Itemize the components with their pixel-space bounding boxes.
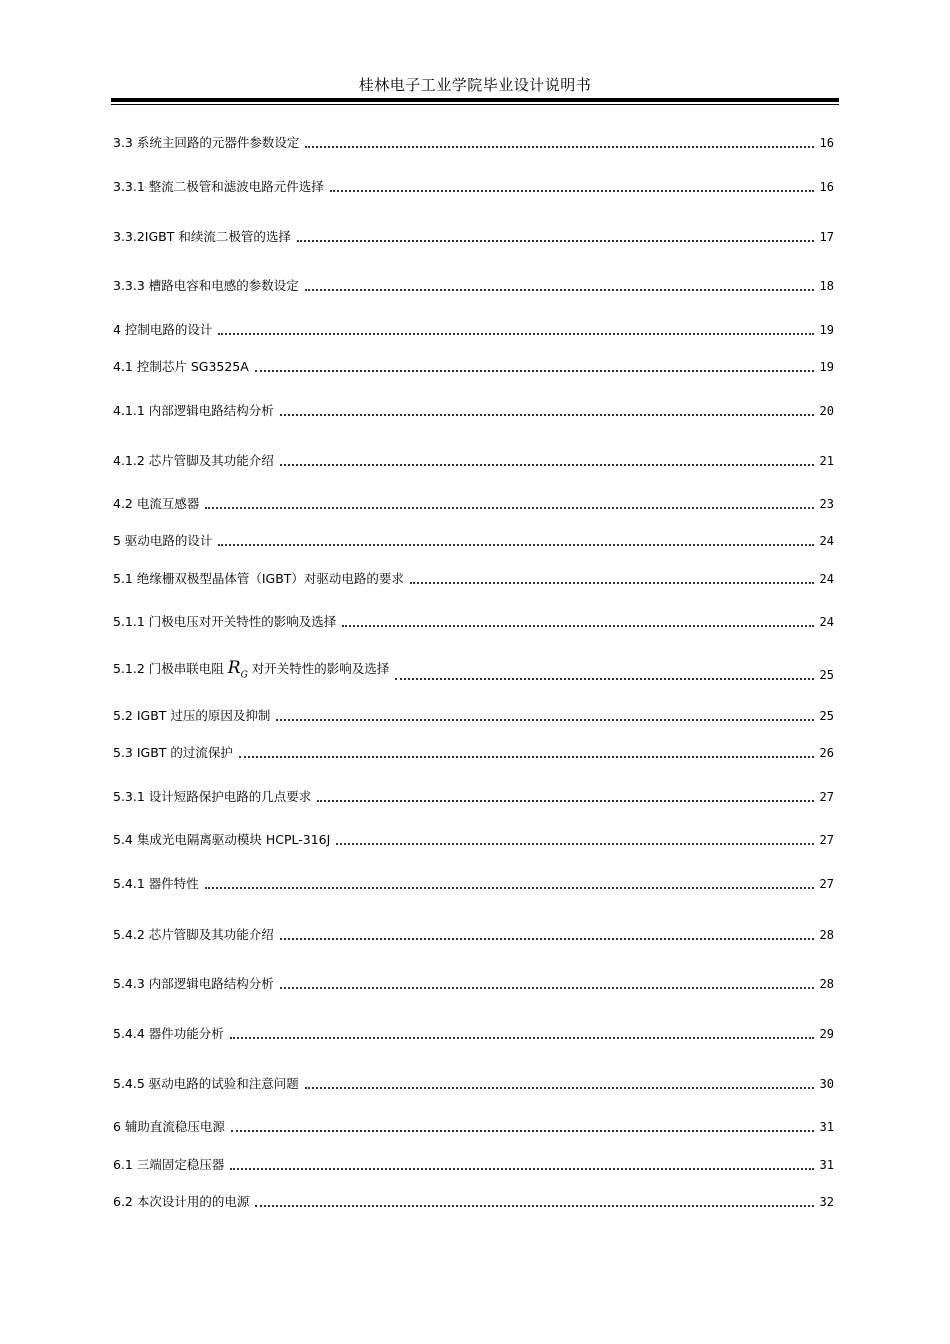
toc-entry[interactable]: [113, 788, 834, 806]
toc-leader-dots: [305, 146, 813, 148]
toc-leader-dots: [231, 1130, 814, 1132]
toc-entry-page: 19: [819, 360, 834, 374]
toc-entry[interactable]: [113, 178, 834, 196]
toc-entry[interactable]: [113, 1075, 834, 1093]
toc-entry-label: 5.3 IGBT 的过流保护: [113, 745, 233, 760]
toc-leader-dots: [317, 800, 813, 802]
toc-entry-label: 4.1.2 芯片管脚及其功能介绍: [113, 453, 274, 468]
toc-entry-page: 31: [819, 1120, 834, 1134]
toc-leader-dots: [410, 582, 814, 584]
toc-entry-label-suffix: 对开关特性的影响及选择: [247, 660, 390, 676]
toc-leader-dots: [280, 987, 814, 989]
toc-leader-dots: [342, 625, 813, 627]
toc-entry-page: 16: [819, 136, 834, 150]
toc-entry-label: 5 驱动电路的设计: [113, 533, 213, 548]
toc-entry-label: 3.3.2IGBT 和续流二极管的选择: [113, 229, 291, 244]
toc-entry-page: 19: [819, 323, 834, 337]
toc-entry-label: 4 控制电路的设计: [113, 322, 213, 337]
toc-entry-page: 29: [819, 1027, 834, 1041]
toc-entry[interactable]: [113, 532, 834, 550]
toc-entry-label: 4.2 电流互感器: [113, 496, 200, 511]
table-of-contents: [113, 0, 834, 1344]
toc-leader-dots: [305, 1087, 814, 1089]
toc-entry[interactable]: [113, 452, 834, 470]
resistance-symbol-subscript: G: [240, 670, 248, 680]
toc-entry-label: 5.4.3 内部逻辑电路结构分析: [113, 976, 274, 991]
toc-entry[interactable]: [113, 1025, 834, 1043]
toc-entry[interactable]: [113, 228, 834, 246]
toc-entry-page: 16: [819, 180, 834, 194]
toc-entry-label: 5.4.4 器件功能分析: [113, 1026, 224, 1041]
toc-entry[interactable]: [113, 975, 834, 993]
toc-entry[interactable]: [113, 277, 834, 295]
toc-entry-page: 25: [819, 709, 834, 723]
toc-entry-label: [113, 659, 389, 684]
toc-entry-label: 6.2 本次设计用的的电源: [113, 1194, 250, 1209]
toc-entry[interactable]: [113, 1193, 834, 1211]
toc-leader-dots: [330, 190, 814, 192]
toc-entry-label: 6.1 三端固定稳压器: [113, 1157, 225, 1172]
toc-leader-dots: [305, 289, 814, 291]
toc-leader-dots: [230, 1168, 813, 1170]
toc-entry[interactable]: [113, 1156, 834, 1174]
toc-leader-dots: [395, 678, 813, 680]
toc-entry-label: 5.1.1 门极电压对开关特性的影响及选择: [113, 614, 337, 629]
toc-entry-label-prefix: 5.1.2 门极串联电阻: [113, 660, 228, 676]
toc-entry[interactable]: [113, 495, 834, 513]
toc-leader-dots: [255, 370, 814, 372]
toc-entry-page: 28: [819, 977, 834, 991]
toc-leader-dots: [280, 938, 814, 940]
resistance-symbol-letter: R: [227, 657, 241, 678]
toc-entry-page: 26: [819, 746, 834, 760]
toc-leader-dots: [230, 1037, 814, 1039]
toc-entry[interactable]: [113, 1118, 834, 1136]
toc-leader-dots: [280, 464, 814, 466]
toc-entry-page: 23: [819, 497, 834, 511]
resistance-symbol: [228, 658, 248, 678]
toc-entry-label: 5.2 IGBT 过压的原因及抑制: [113, 708, 271, 723]
toc-entry[interactable]: [113, 744, 834, 762]
toc-leader-dots: [280, 414, 814, 416]
toc-entry-page: 17: [819, 230, 834, 244]
toc-entry[interactable]: [113, 875, 834, 893]
toc-leader-dots: [276, 719, 813, 721]
toc-entry[interactable]: [113, 134, 834, 152]
toc-entry-page: 30: [819, 1077, 834, 1091]
toc-entry-page: 24: [819, 615, 834, 629]
toc-entry-label: 3.3.3 槽路电容和电感的参数设定: [113, 278, 299, 293]
toc-entry-label: 4.1.1 内部逻辑电路结构分析: [113, 403, 274, 418]
toc-entry-label: 6 辅助直流稳压电源: [113, 1119, 225, 1134]
toc-entry[interactable]: [113, 402, 834, 420]
toc-entry-page: 25: [819, 668, 834, 682]
toc-leader-dots: [205, 507, 813, 509]
toc-leader-dots: [297, 240, 814, 242]
toc-leader-dots: [239, 756, 814, 758]
toc-entry-page: 20: [819, 404, 834, 418]
toc-entry-label: 5.4.2 芯片管脚及其功能介绍: [113, 927, 274, 942]
toc-leader-dots: [255, 1205, 813, 1207]
toc-entry-page: 21: [819, 454, 834, 468]
toc-entry-label: 5.3.1 设计短路保护电路的几点要求: [113, 789, 312, 804]
toc-entry-page: 24: [819, 572, 834, 586]
toc-entry-label: 3.3.1 整流二极管和滤波电路元件选择: [113, 179, 324, 194]
toc-entry[interactable]: [113, 831, 834, 849]
toc-entry-label: 3.3 系统主回路的元器件参数设定: [113, 135, 300, 150]
toc-entry-page: 27: [819, 790, 834, 804]
toc-entry-page: 31: [819, 1158, 834, 1172]
toc-leader-dots: [218, 333, 813, 335]
toc-entry-label: 5.4.1 器件特性: [113, 876, 199, 891]
toc-entry[interactable]: [113, 613, 834, 631]
toc-entry-page: 32: [819, 1195, 834, 1209]
toc-entry[interactable]: [113, 358, 834, 376]
toc-entry[interactable]: [113, 926, 834, 944]
toc-entry[interactable]: [113, 570, 834, 588]
toc-entry-page: 28: [819, 928, 834, 942]
toc-leader-dots: [336, 843, 813, 845]
toc-leader-dots: [205, 887, 814, 889]
toc-entry[interactable]: [113, 707, 834, 725]
toc-entry-page: 27: [819, 833, 834, 847]
toc-entry-label: 5.4 集成光电隔离驱动模块 HCPL-316J: [113, 832, 331, 847]
page-header-title: 桂林电子工业学院毕业设计说明书: [358, 76, 592, 94]
toc-leader-dots: [218, 544, 813, 546]
toc-entry-page: 18: [819, 279, 834, 293]
toc-entry-label: 5.1 绝缘栅双极型晶体管（IGBT）对驱动电路的要求: [113, 571, 404, 586]
toc-entry-page: 24: [819, 534, 834, 548]
toc-entry-label: 5.4.5 驱动电路的试验和注意问题: [113, 1076, 299, 1091]
toc-entry[interactable]: [113, 657, 834, 684]
toc-entry-page: 27: [819, 877, 834, 891]
toc-entry[interactable]: [113, 321, 834, 339]
toc-entry-label: 4.1 控制芯片 SG3525A: [113, 359, 249, 374]
